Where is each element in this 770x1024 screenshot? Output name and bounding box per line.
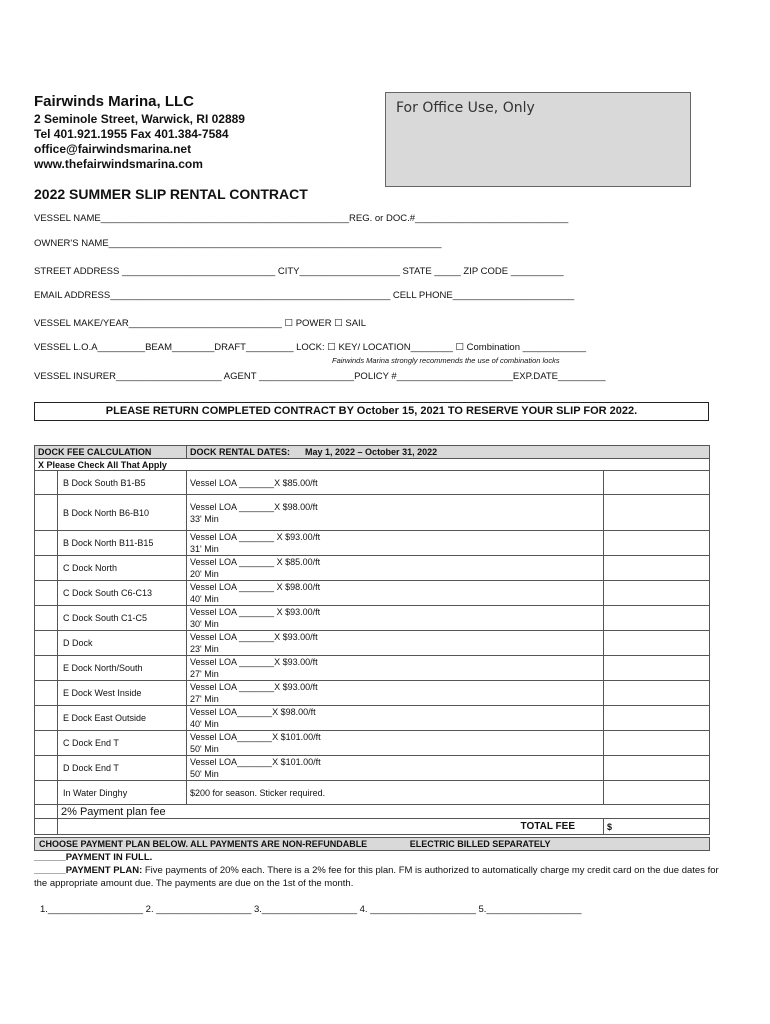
vessel-insurer-field[interactable]: VESSEL INSURER____________________ AGENT __________________POLICY #______________________EXP.DATE_________	[34, 371, 606, 382]
total-fee-label: TOTAL FEE	[58, 819, 604, 835]
dock-rate	[187, 731, 604, 756]
dock-name: B Dock North B6-B10	[58, 495, 187, 531]
company-email: office@fairwindsmarina.net	[34, 142, 192, 156]
dock-fee-cell[interactable]	[604, 756, 710, 781]
dock-check-box[interactable]	[35, 706, 58, 731]
dock-rate	[187, 471, 604, 495]
dock-min-text: 31' Min	[190, 544, 219, 554]
dock-min-text: 50' Min	[190, 769, 219, 779]
dock-row	[35, 495, 710, 531]
dock-min-text: 23' Min	[190, 644, 219, 654]
dock-row	[35, 531, 710, 556]
dock-check-box[interactable]	[35, 681, 58, 706]
dock-rate	[187, 781, 604, 805]
dock-fee-cell[interactable]	[604, 731, 710, 756]
payment-full-option[interactable]: ______PAYMENT IN FULL.	[34, 852, 153, 863]
dock-fee-cell[interactable]	[604, 495, 710, 531]
company-name: Fairwinds Marina, LLC	[34, 93, 195, 110]
company-website: www.thefairwindsmarina.com	[34, 157, 203, 171]
dock-rate	[187, 581, 604, 606]
dock-row	[35, 731, 710, 756]
dock-name: B Dock South B1-B5	[58, 471, 187, 495]
dock-name: E Dock West Inside	[58, 681, 187, 706]
lock-note: Fairwinds Marina strongly recommends the use of combination locks	[332, 356, 560, 365]
payment-table	[34, 837, 710, 851]
vessel-name-field[interactable]: VESSEL NAME_______________________________________________REG. or DOC.#_____________________________	[34, 213, 569, 224]
dock-fee-cell[interactable]	[604, 606, 710, 631]
dock-rate-text: Vessel LOA _______ X $93.00/ft	[190, 607, 321, 617]
dock-fee-cell[interactable]	[604, 531, 710, 556]
dock-name: C Dock South C1-C5	[58, 606, 187, 631]
dock-rate-text: Vessel LOA _______X $93.00/ft	[190, 632, 318, 642]
dock-rate-text: Vessel LOA _______ X $85.00/ft	[190, 557, 321, 567]
dock-min-text: 40' Min	[190, 594, 219, 604]
dock-check-box[interactable]	[35, 471, 58, 495]
dock-check-box[interactable]	[35, 531, 58, 556]
dock-name: D Dock	[58, 631, 187, 656]
dock-check-box[interactable]	[35, 631, 58, 656]
owner-name-field[interactable]: OWNER'S NAME_______________________________________________________________	[34, 238, 442, 249]
dock-row	[35, 581, 710, 606]
dock-name: B Dock North B11-B15	[58, 531, 187, 556]
dock-fee-header: DOCK FEE CALCULATION	[35, 446, 187, 459]
dock-fee-cell[interactable]	[604, 681, 710, 706]
dock-min-text: 27' Min	[190, 694, 219, 704]
dock-min-text: 40' Min	[190, 719, 219, 729]
dock-fee-cell[interactable]	[604, 471, 710, 495]
dock-name: E Dock North/South	[58, 656, 187, 681]
dock-row	[35, 606, 710, 631]
dock-rate	[187, 495, 604, 531]
office-use-label: For Office Use, Only	[396, 100, 535, 116]
dock-rate-text: Vessel LOA _______ X $98.00/ft	[190, 582, 321, 592]
dock-rate	[187, 631, 604, 656]
street-address-field[interactable]: STREET ADDRESS _____________________________ CITY___________________ STATE _____ ZIP CODE __________	[34, 266, 564, 277]
total-fee-value[interactable]: $	[604, 819, 710, 835]
dock-check-box[interactable]	[35, 656, 58, 681]
dock-check-box[interactable]	[35, 756, 58, 781]
dock-check-box[interactable]	[35, 581, 58, 606]
dock-fee-cell[interactable]	[604, 656, 710, 681]
total-blank-cell	[35, 819, 58, 835]
payment-header: CHOOSE PAYMENT PLAN BELOW. ALL PAYMENTS ARE NON-REFUNDABLE ELECTRIC BILLED SEPARATELY	[35, 838, 710, 851]
dock-row	[35, 556, 710, 581]
company-phone-fax: Tel 401.921.1955 Fax 401.384-7584	[34, 127, 229, 141]
vessel-make-field[interactable]: VESSEL MAKE/YEAR_____________________________ ☐ POWER ☐ SAIL	[34, 318, 366, 329]
dock-rate	[187, 606, 604, 631]
office-use-box	[385, 92, 691, 187]
dock-dates-header: DOCK RENTAL DATES: May 1, 2022 – October 31, 2022	[187, 446, 710, 459]
payment-plan-option[interactable]: ______PAYMENT PLAN: Five payments of 20% each. There is a 2% fee for this plan. FM is authorized to automatically charge my credit card on the due dates for the appropriate amount due. The payments are due on the 1st of the month.	[34, 865, 719, 889]
dock-rate	[187, 556, 604, 581]
company-address: 2 Seminole Street, Warwick, RI 02889	[34, 112, 245, 126]
dock-check-box[interactable]	[35, 606, 58, 631]
payment-signature-line[interactable]: 1.__________________ 2. __________________ 3.__________________ 4. ____________________ 5.__________________	[40, 904, 582, 915]
dock-rate-text: $200 for season. Sticker required.	[190, 787, 326, 798]
dock-row	[35, 471, 710, 495]
dock-min-text: 27' Min	[190, 669, 219, 679]
dock-name: E Dock East Outside	[58, 706, 187, 731]
fee-check-box[interactable]	[35, 805, 58, 819]
dock-rate-text: Vessel LOA _______X $98.00/ft	[190, 501, 318, 512]
return-notice: PLEASE RETURN COMPLETED CONTRACT BY October 15, 2021 TO RESERVE YOUR SLIP FOR 2022.	[34, 402, 709, 421]
dock-name: C Dock South C6-C13	[58, 581, 187, 606]
dock-rate-text: Vessel LOA_______X $101.00/ft	[190, 732, 321, 742]
dock-check-box[interactable]	[35, 731, 58, 756]
dock-check-box[interactable]	[35, 556, 58, 581]
dock-name: C Dock End T	[58, 731, 187, 756]
dock-rate	[187, 656, 604, 681]
payment-plan-fee-label: 2% Payment plan fee	[58, 805, 710, 819]
dock-check-box[interactable]	[35, 781, 58, 805]
dock-rate	[187, 681, 604, 706]
dock-rate	[187, 756, 604, 781]
dock-fee-cell[interactable]	[604, 781, 710, 805]
dock-name: D Dock End T	[58, 756, 187, 781]
dock-min-text: 20' Min	[190, 569, 219, 579]
dock-min-text: 50' Min	[190, 744, 219, 754]
dock-rate-text: Vessel LOA _______ X $93.00/ft	[190, 532, 321, 542]
dock-rate-text: Vessel LOA _______X $85.00/ft	[190, 477, 318, 488]
dock-fee-cell[interactable]	[604, 631, 710, 656]
dock-fee-cell[interactable]	[604, 706, 710, 731]
dock-row	[35, 781, 710, 805]
dock-rate-text: Vessel LOA_______X $98.00/ft	[190, 707, 316, 717]
dock-min-text: 33' Min	[190, 513, 219, 524]
dock-min-text: 30' Min	[190, 619, 219, 629]
contract-title: 2022 SUMMER SLIP RENTAL CONTRACT	[34, 186, 308, 202]
dock-row	[35, 656, 710, 681]
dock-rate-text: Vessel LOA _______X $93.00/ft	[190, 682, 318, 692]
dock-row	[35, 706, 710, 731]
dock-rate-text: Vessel LOA _______X $93.00/ft	[190, 657, 318, 667]
dock-rate	[187, 531, 604, 556]
dock-fee-table	[34, 445, 710, 835]
dock-row	[35, 631, 710, 656]
email-address-field[interactable]: EMAIL ADDRESS_____________________________________________________ CELL PHONE_______________________	[34, 290, 575, 301]
dock-fee-cell[interactable]	[604, 556, 710, 581]
dock-row	[35, 756, 710, 781]
dock-fee-cell[interactable]	[604, 581, 710, 606]
vessel-loa-field[interactable]: VESSEL L.O.A_________BEAM________DRAFT_________ LOCK: ☐ KEY/ LOCATION________ ☐ Combination ____________	[34, 342, 587, 353]
total-row	[35, 819, 710, 835]
dock-name: In Water Dinghy	[58, 781, 187, 805]
dock-row	[35, 681, 710, 706]
payment-plan-fee-row	[35, 805, 710, 819]
check-all-subheader: X Please Check All That Apply	[35, 459, 710, 471]
dock-rate-text: Vessel LOA_______X $101.00/ft	[190, 757, 321, 767]
dock-rate	[187, 706, 604, 731]
dock-name: C Dock North	[58, 556, 187, 581]
dock-check-box[interactable]	[35, 495, 58, 531]
